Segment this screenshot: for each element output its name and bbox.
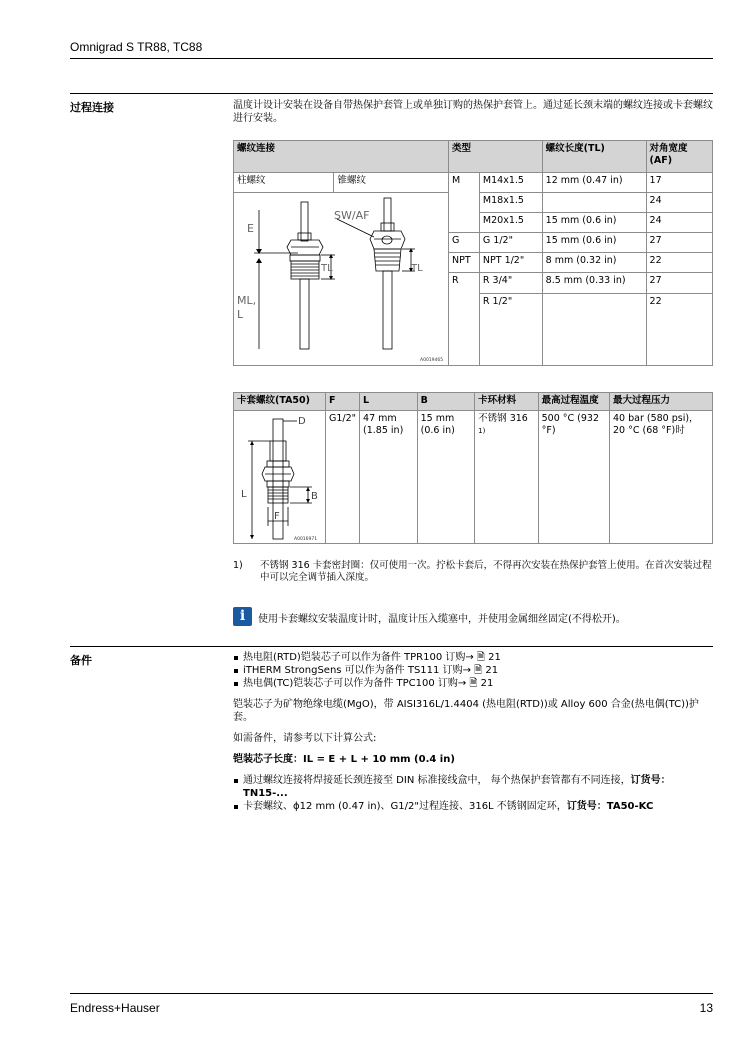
thread-connection-table <box>233 140 713 366</box>
b-imperial: (0.6 in) <box>420 425 455 436</box>
insert-description: 铠装芯子为矿物绝缘电缆(MgO)，带 AISI316L/1.4404 (热电阻(RTD))或 Alloy 600 合金(热电偶(TC))护套。 <box>233 699 699 723</box>
document-header-title: Omnigrad S TR88, TC88 <box>70 40 203 54</box>
list-item: 热电偶(TC)铠装芯子可以作为备件 TPC100 订购→ 🗎 21 <box>233 677 713 690</box>
th-thread-connection: 螺纹连接 <box>234 141 449 173</box>
table-cell-tl: 8.5 mm (0.33 in) <box>542 273 646 294</box>
table-cell-af: 27 <box>646 273 712 294</box>
list-item <box>233 774 713 800</box>
compression-fitting-table <box>233 392 713 544</box>
table-cell-ring-material <box>475 411 538 544</box>
th-f: F <box>326 393 360 411</box>
formula: 铠装芯子长度：IL = E + L + 10 mm (0.4 in) <box>233 754 455 765</box>
order-code-list <box>233 774 713 813</box>
table-cell-tl <box>542 193 646 213</box>
th-type: 类型 <box>449 141 543 173</box>
table-cell-af: 17 <box>646 173 712 193</box>
table-cell-size: M18x1.5 <box>479 193 542 213</box>
table-cell-tl <box>542 293 646 366</box>
table-cell-tl: 15 mm (0.6 in) <box>542 213 646 233</box>
table-cell-size: M20x1.5 <box>479 213 542 233</box>
l-metric: 47 mm <box>363 413 397 424</box>
list-item: 热电阻(RTD)铠装芯子可以作为备件 TPR100 订购→ 🗎 21 <box>233 651 713 664</box>
table-cell-size: G 1/2" <box>479 233 542 253</box>
table-cell-af: 24 <box>646 193 712 213</box>
section-intro: 温度计设计安装在设备自带热保护套管上或单独订购的热保护套管上。通过延长颈末端的螺纹连接或卡套螺纹进行安装。 <box>233 100 713 124</box>
list-item: iTHERM StrongSens 可以作为备件 TS111 订购→ 🗎 21 <box>233 664 713 677</box>
footer-rule <box>70 993 713 994</box>
section-rule <box>70 93 713 94</box>
th-b: B <box>417 393 475 411</box>
dim-label-l: L <box>237 308 244 321</box>
table-cell-max-temp: 500 °C (932 °F) <box>538 411 609 544</box>
table-cell-tl: 15 mm (0.6 in) <box>542 233 646 253</box>
table-cell-l <box>360 411 418 544</box>
table-cell-af: 24 <box>646 213 712 233</box>
th-ring-material: 卡环材料 <box>475 393 538 411</box>
table-cell-size: NPT 1/2" <box>479 253 542 273</box>
th-cylindrical: 柱螺纹 <box>234 173 334 193</box>
section-rule <box>70 646 713 647</box>
thread-figure-cell <box>234 193 449 366</box>
note-text: 使用卡套螺纹安装温度计时，温度计压入缆塞中，并使用金属细丝固定(不得松开)。 <box>258 614 626 625</box>
ring-material-text: 不锈钢 316 <box>478 413 528 424</box>
footer-brand: Endress+Hauser <box>70 1001 160 1015</box>
thread-connection-drawing <box>234 193 448 365</box>
th-max-process-pressure: 最大过程压力 <box>609 393 712 411</box>
dim-label-d: D <box>298 416 306 427</box>
table-cell-tl: 12 mm (0.47 in) <box>542 173 646 193</box>
figure-code: A0016971 <box>294 537 318 542</box>
list-item <box>233 800 713 813</box>
th-max-process-temp: 最高过程温度 <box>538 393 609 411</box>
figure-code: A0019465 <box>420 358 444 363</box>
table-cell-af: 22 <box>646 293 712 366</box>
th-width-across-flats: 对角宽度 (AF) <box>646 141 712 173</box>
list-item-text: 通过螺纹连接将焊接延长颈连接至 DIN 标准接线盒中， 每个热保护套管都有不同连接， <box>243 775 631 786</box>
dim-label-b: B <box>311 491 318 502</box>
header-rule <box>70 58 713 59</box>
footnote-text: 不锈钢 316 卡套密封圈：仅可使用一次。拧松卡套后，不得再次安装在热保护套管上使用。在首次安装过程中可以完全调节插入深度。 <box>260 560 712 583</box>
dim-label-e: E <box>247 222 254 235</box>
section-label-spare-parts: 备件 <box>70 654 92 667</box>
footnote <box>233 560 713 586</box>
section-label-process-connection: 过程连接 <box>70 101 114 114</box>
footnote-number: 1) <box>233 560 243 571</box>
th-thread-length: 螺纹长度(TL) <box>542 141 646 173</box>
table-cell-max-pressure: 40 bar (580 psi)，20 °C (68 °F)时 <box>609 411 712 544</box>
th-tapered: 锥螺纹 <box>334 173 449 193</box>
dim-label-tl-right: TL <box>411 263 423 274</box>
dim-label-f: F <box>274 511 280 522</box>
order-code: 订货号：TA50-KC <box>566 801 654 812</box>
dim-label-tl-left: TL <box>321 263 333 274</box>
th-compression-fitting: 卡套螺纹(TA50) <box>234 393 326 411</box>
table-cell-af: 27 <box>646 233 712 253</box>
list-item-text: 卡套螺纹、ϕ12 mm (0.47 in)、G1/2"过程连接、316L 不锈钢固定环， <box>243 801 567 812</box>
footnote-ref: 1) <box>478 427 486 435</box>
dim-label-l: L <box>241 489 247 500</box>
table-cell-type: R <box>449 273 480 366</box>
table-cell-size: R 3/4" <box>479 273 542 294</box>
table-cell-type: M <box>449 173 480 233</box>
l-imperial: (1.85 in) <box>363 425 404 436</box>
dim-label-sw-af: SW/AF <box>334 209 370 222</box>
compression-fitting-drawing <box>234 411 325 543</box>
th-l: L <box>360 393 418 411</box>
order-code: 订货号：TN15-... <box>243 775 671 799</box>
compression-figure-cell <box>234 411 326 544</box>
formula-intro: 如需备件，请参考以下计算公式: <box>233 733 377 744</box>
dim-label-ml: ML, <box>237 294 257 307</box>
table-cell-type: G <box>449 233 480 253</box>
table-cell-type: NPT <box>449 253 480 273</box>
table-cell-tl: 8 mm (0.32 in) <box>542 253 646 273</box>
table-cell-b <box>417 411 475 544</box>
spare-parts-list <box>233 651 713 690</box>
b-metric: 15 mm <box>420 413 455 424</box>
table-cell-size: M14x1.5 <box>479 173 542 193</box>
table-cell-size: R 1/2" <box>479 293 542 366</box>
info-icon: i <box>233 607 252 626</box>
page-number: 13 <box>699 1001 713 1015</box>
spare-parts-body <box>233 651 713 813</box>
table-cell-f: G1/2" <box>326 411 360 544</box>
table-cell-af: 22 <box>646 253 712 273</box>
